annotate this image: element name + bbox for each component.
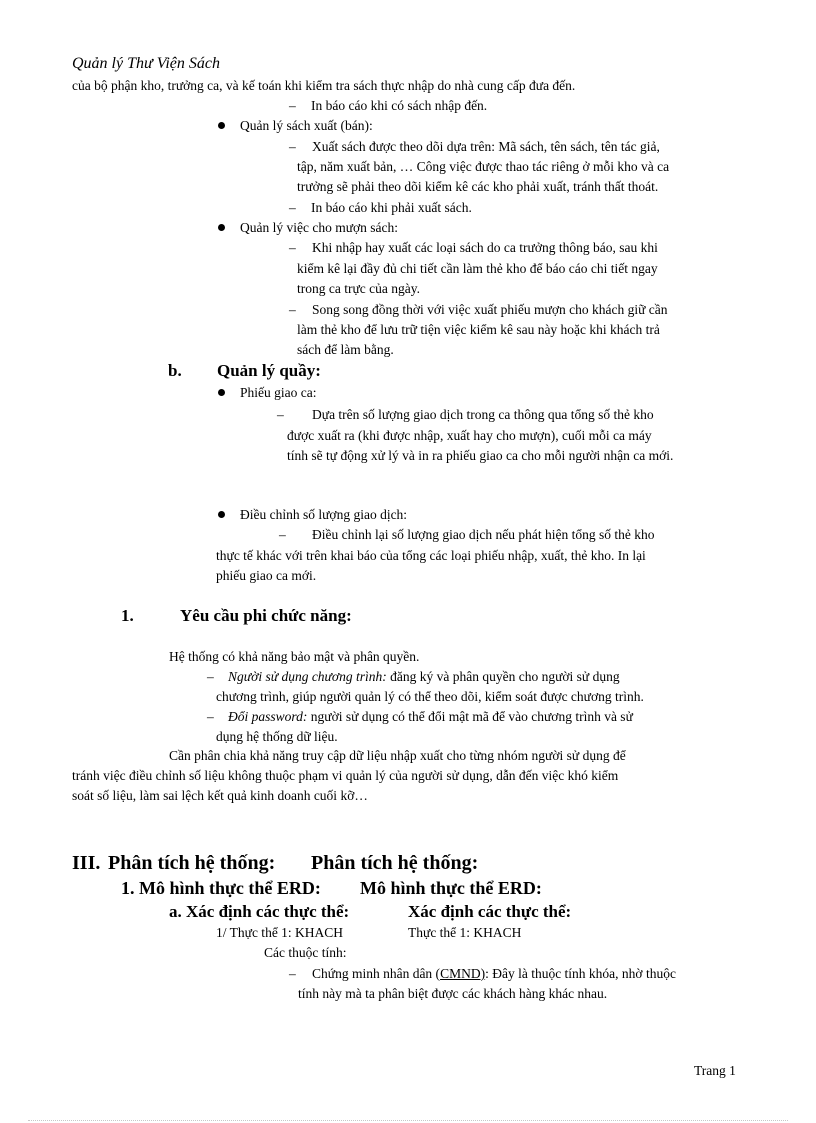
lending-item1-line: Khi nhập hay xuất các loại sách do ca trưởng thông báo, sau khi xyxy=(312,240,658,255)
paragraph-line: soát số liệu, làm sai lệch kết quả kinh doanh cuối kỡ… xyxy=(72,788,368,803)
adjust-line: Điều chỉnh lại số lượng giao dịch nếu phát hiện tổng số thẻ kho xyxy=(312,527,655,542)
lending-item2-line: sách để làm bằng. xyxy=(297,342,394,357)
entities-heading: a. Xác định các thực thể: xyxy=(169,902,350,921)
dash-marker: – xyxy=(207,709,214,724)
dash-marker: – xyxy=(289,302,296,317)
shift-line: được xuất ra (khi được nhập, xuất hay cho mượn), cuối mỗi ca máy xyxy=(287,428,652,443)
dash-marker: – xyxy=(289,200,296,215)
dash-marker: – xyxy=(279,527,286,542)
shift-title: Phiếu giao ca: xyxy=(240,385,317,400)
section3-title-repeat: Phân tích hệ thống: xyxy=(311,852,479,874)
bullet-icon xyxy=(218,122,225,129)
section3-title: Phân tích hệ thống: xyxy=(108,852,276,874)
attribute-line2: tính này mà ta phân biệt được các khách hàng khác nhau. xyxy=(298,986,608,1001)
user-text2: chương trình, giúp người quản lý có thể theo dõi, kiểm soát được chương trình. xyxy=(216,689,644,704)
dash-marker: – xyxy=(289,240,296,255)
attribute-pre: Chứng minh nhân dân ( xyxy=(312,966,441,981)
user-label: Người sử dụng chương trình: xyxy=(228,669,387,684)
receive-print-item: In báo cáo khi có sách nhập đến. xyxy=(311,98,488,113)
bullet-icon xyxy=(218,389,225,396)
attribute-item xyxy=(312,965,676,982)
section3-number: III. xyxy=(72,852,101,874)
bullet-icon xyxy=(218,511,225,518)
shift-line: tính sẽ tự động xử lý và in ra phiếu giao ca cho mỗi người nhận ca mới. xyxy=(287,448,674,463)
dash-marker: – xyxy=(289,98,296,113)
dash-marker: – xyxy=(289,139,296,154)
intro-line: của bộ phận kho, trưởng ca, và kế toán khi kiểm tra sách thực nhập do nhà cung cấp đưa đến. xyxy=(72,78,576,93)
password-item xyxy=(228,708,633,725)
entity-title-repeat: Thực thể 1: KHACH xyxy=(408,925,522,940)
shift-line: Dựa trên số lượng giao dịch trong ca thông qua tổng số thẻ kho xyxy=(312,407,654,422)
lending-item2-line: làm thẻ kho để lưu trữ tiện việc kiểm kê sau này hoặc khi khách trả xyxy=(297,322,660,337)
adjust-title: Điều chỉnh số lượng giao dịch: xyxy=(240,507,408,522)
outgoing-item1-line: trưởng sẽ phải theo dõi kiểm kê các kho phải xuất, tránh thất thoát. xyxy=(297,179,659,194)
section-b-label: b. xyxy=(168,361,182,380)
paragraph-line: tránh việc điều chỉnh số liệu không thuộc phạm vi quản lý của người sử dụng, dẫn đến việc khó kiểm xyxy=(72,768,619,783)
outgoing-item1-line: Xuất sách được theo dõi dựa trên: Mã sách, tên sách, tên tác giả, xyxy=(312,139,660,154)
attributes-label: Các thuộc tính: xyxy=(264,945,347,960)
entities-heading-repeat: Xác định các thực thể: xyxy=(408,902,572,921)
nonfunc-number: 1. xyxy=(121,606,134,625)
adjust-line: phiếu giao ca mới. xyxy=(216,568,317,583)
lending-title: Quản lý việc cho mượn sách: xyxy=(240,220,399,235)
attribute-post: : Đây là thuộc tính khóa, nhờ thuộc xyxy=(485,966,676,981)
dash-marker: – xyxy=(207,669,214,684)
footer-rule xyxy=(28,1120,788,1121)
outgoing-title: Quản lý sách xuất (bán): xyxy=(240,118,373,133)
section-b-title: Quản lý quầy: xyxy=(217,361,321,380)
nonfunc-intro: Hệ thống có khả năng bảo mật và phân quyền. xyxy=(169,649,420,664)
page-number: Trang 1 xyxy=(694,1063,736,1078)
dash-marker: – xyxy=(277,407,284,422)
attribute-key: CMND) xyxy=(440,966,486,981)
erd-heading: 1. Mô hình thực thể ERD: xyxy=(121,878,321,898)
outgoing-item2: In báo cáo khi phải xuất sách. xyxy=(311,200,472,215)
adjust-line: thực tế khác với trên khai báo của tổng các loại phiếu nhập, xuất, thẻ kho. In lại xyxy=(216,548,646,563)
password-label: Đổi password: xyxy=(228,709,308,724)
running-header: Quản lý Thư Viện Sách xyxy=(72,55,220,72)
outgoing-item1-line: tập, năm xuất bản, … Công việc được thao tác riêng ở mỗi kho và ca xyxy=(297,159,670,174)
entity-title: 1/ Thực thể 1: KHACH xyxy=(216,925,344,940)
password-text: người sử dụng có thể đổi mật mã để vào chương trình và sử xyxy=(310,709,633,724)
password-text2: dụng hệ thống dữ liệu. xyxy=(216,729,338,744)
lending-item1-line: trong ca trực của ngày. xyxy=(297,281,421,296)
user-item xyxy=(228,668,620,685)
lending-item1-line: kiểm kê lại đầy đủ chi tiết cần làm thẻ kho để báo cáo chi tiết ngay xyxy=(297,261,658,276)
lending-item2-line: Song song đồng thời với việc xuất phiếu mượn cho khách giữ cần xyxy=(312,302,668,317)
user-text: đăng ký và phân quyền cho người sử dụng xyxy=(390,669,620,684)
erd-heading-repeat: Mô hình thực thể ERD: xyxy=(360,878,542,898)
paragraph-line: Cần phân chia khả năng truy cập dữ liệu nhập xuất cho từng nhóm người sử dụng để xyxy=(169,748,626,763)
dash-marker: – xyxy=(289,966,296,981)
bullet-icon xyxy=(218,224,225,231)
nonfunc-title: Yêu cầu phi chức năng: xyxy=(180,606,352,625)
